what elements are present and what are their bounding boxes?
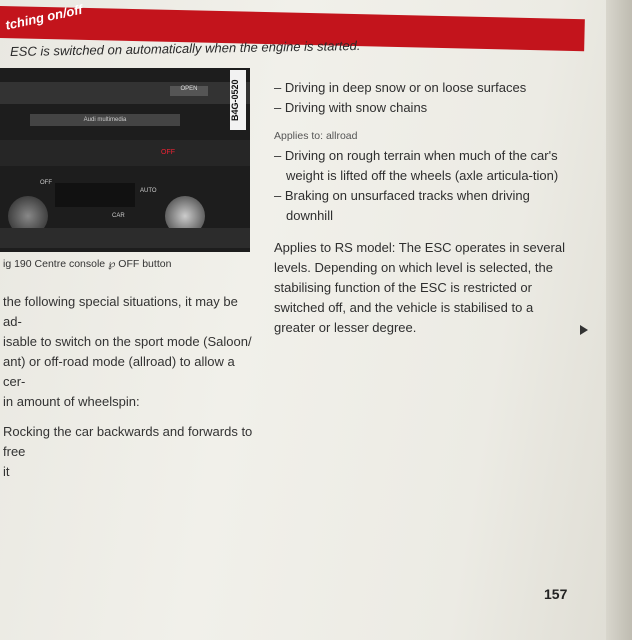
figure-caption: ig 190 Centre console ℘ OFF button <box>3 258 172 270</box>
cd-slot-panel <box>0 82 250 104</box>
auto-label: AUTO <box>140 188 157 194</box>
bullet-text: Driving in deep snow or on loose surfaces <box>284 80 527 95</box>
esc-off-label: OFF <box>161 149 175 156</box>
right-column <box>274 78 574 338</box>
section-title: tching on/off <box>4 1 84 33</box>
esc-off-button <box>148 146 188 160</box>
left-line: in amount of wheelspin: <box>3 394 140 409</box>
page-edge <box>606 0 632 640</box>
audio-slot <box>30 114 180 126</box>
open-label: OPEN <box>180 86 198 92</box>
bullet-item: – Driving in deep snow or on loose surfaces <box>274 80 527 95</box>
open-button <box>170 86 208 96</box>
bullet-item: – Driving on rough terrain when much of the car's weight is lifted off the wheels (axle articula-tion) <box>274 148 559 183</box>
bullet-item: – Driving with snow chains <box>274 100 428 115</box>
figure-code: B4G-0520 <box>230 70 246 130</box>
left-line: the following special situations, it may be ad- <box>3 294 238 329</box>
left-line: ant) or off-road mode (allroad) to allow a cer- <box>3 354 235 389</box>
car-label: CAR <box>112 213 125 219</box>
bullet-text: Braking on unsurfaced tracks when driving downhill <box>284 188 530 223</box>
button-row <box>0 140 250 166</box>
continue-arrow-icon <box>580 325 588 335</box>
left-line: Rocking the car backwards and forwards to free <box>3 424 253 459</box>
page-number: 157 <box>544 586 568 602</box>
rs-paragraph: Applies to RS model: The ESC operates in several levels. Depending on which level is selected, the stabilising function of the ESC is restricted or switched off, and the vehicle is stabilised to a greater or lesser degree. <box>274 240 565 335</box>
left-line: isable to switch on the sport mode (Saloon/ <box>3 334 252 349</box>
bullet-text: Driving with snow chains <box>284 100 428 115</box>
intro-text: ESC is switched on automatically when the engine is started. <box>9 37 361 60</box>
bottom-button-row <box>0 228 250 248</box>
applies-to-label: Applies to: allroad <box>274 130 358 142</box>
climate-display <box>55 183 135 207</box>
audio-label: Audi multimedia <box>83 117 127 123</box>
bullet-item: – Braking on unsurfaced tracks when driving downhill <box>274 188 530 223</box>
left-column <box>3 292 253 482</box>
console-photo <box>0 68 250 252</box>
left-line: it <box>3 464 10 479</box>
off-label: OFF <box>40 180 52 186</box>
bullet-text: Driving on rough terrain when much of the car's weight is lifted off the wheels (axle articula-tion) <box>284 148 559 183</box>
